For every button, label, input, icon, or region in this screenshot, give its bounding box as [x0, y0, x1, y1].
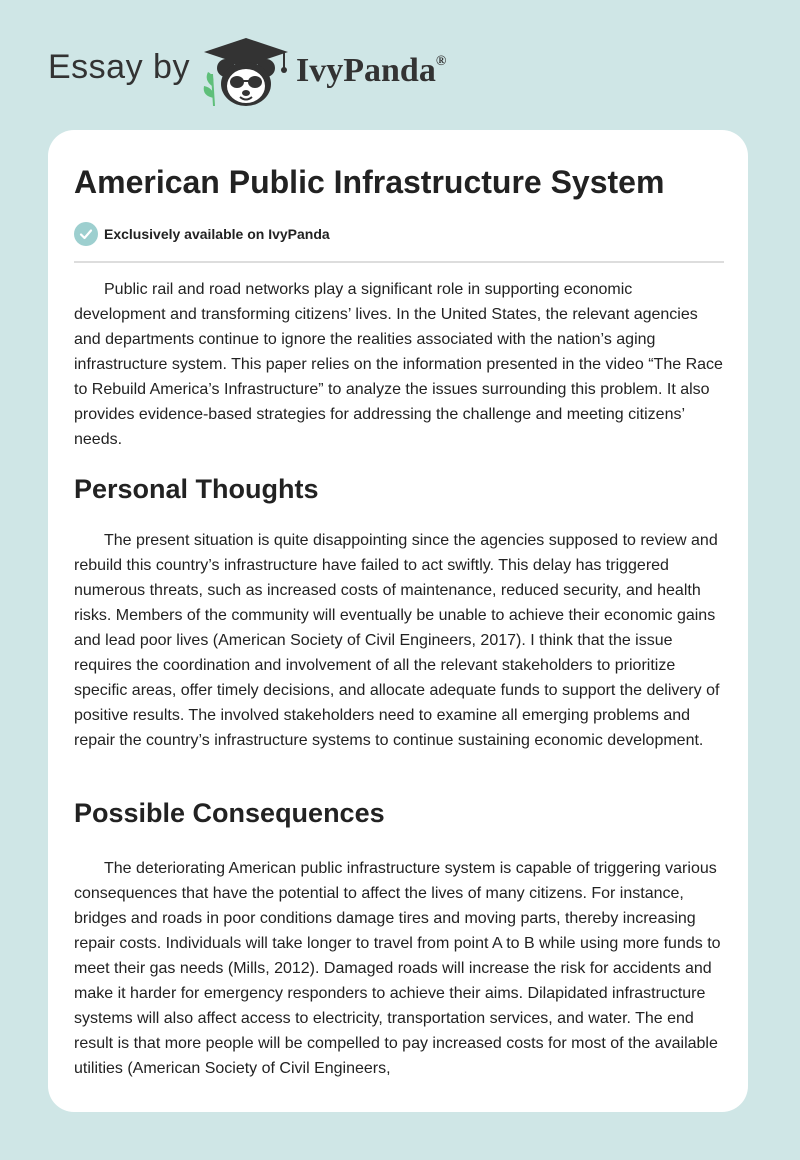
exclusive-badge	[74, 222, 330, 246]
brand-logo-text[interactable]: IvyPanda®	[296, 52, 447, 89]
essay-card	[48, 130, 748, 1112]
exclusive-badge-label: Exclusively available on IvyPanda	[104, 226, 330, 242]
section-heading-personal-thoughts: Personal Thoughts	[74, 474, 319, 504]
divider	[74, 261, 724, 263]
section-paragraph-possible-consequences: The deteriorating American public infrastructure system is capable of triggering various consequences that have the potential to affect the lives of many citizens. For instance, bridges and roads in poor conditions damage tires and moving parts, thereby increasing repair costs. Individuals will take longer to travel from point A to B while using more funds to meet their gas needs (Mills, 2012). Damaged roads will increase the risk for accidents and make it harder for emergency responders to achieve their aims. Dilapidated infrastructure systems will also affect access to electricity, transportation services, and water. The end result is that more people will be compelled to pay increased costs for most of the available utilities (American Society of Civil Engineers,	[74, 860, 721, 1077]
site-header	[0, 0, 800, 130]
check-circle-icon	[74, 222, 98, 246]
panda-graduate-icon[interactable]	[200, 36, 292, 108]
section-heading-possible-consequences: Possible Consequences	[74, 798, 385, 828]
essay-by-label: Essay by	[48, 48, 190, 86]
section-paragraph-personal-thoughts: The present situation is quite disappointing since the agencies supposed to review and rebuild this country’s infrastructure have failed to act swiftly. This delay has triggered numerous threats, such as increased costs of maintenance, reduced security, and health risks. Members of the community will eventually be unable to achieve their economic gains and lead poor lives (American Society of Civil Engineers, 2017). I think that the issue requires the coordination and involvement of all the relevant stakeholders to prioritize specific areas, offer timely decisions, and allocate adequate funds to support the delivery of positive results. The involved stakeholders need to examine all emerging problems and repair the country’s infrastructure systems to continue sustaining economic development.	[74, 532, 720, 749]
intro-paragraph: Public rail and road networks play a significant role in supporting economic development and transforming citizens’ lives. In the United States, the relevant agencies and departments continue to ignore the realities associated with the nation’s aging infrastructure system. This paper relies on the information presented in the video “The Race to Rebuild America’s Infrastructure” to analyze the issues surrounding this problem. It also provides evidence-based strategies for addressing the challenge and meeting citizens’ needs.	[74, 281, 723, 448]
page-title: American Public Infrastructure System	[74, 164, 665, 200]
